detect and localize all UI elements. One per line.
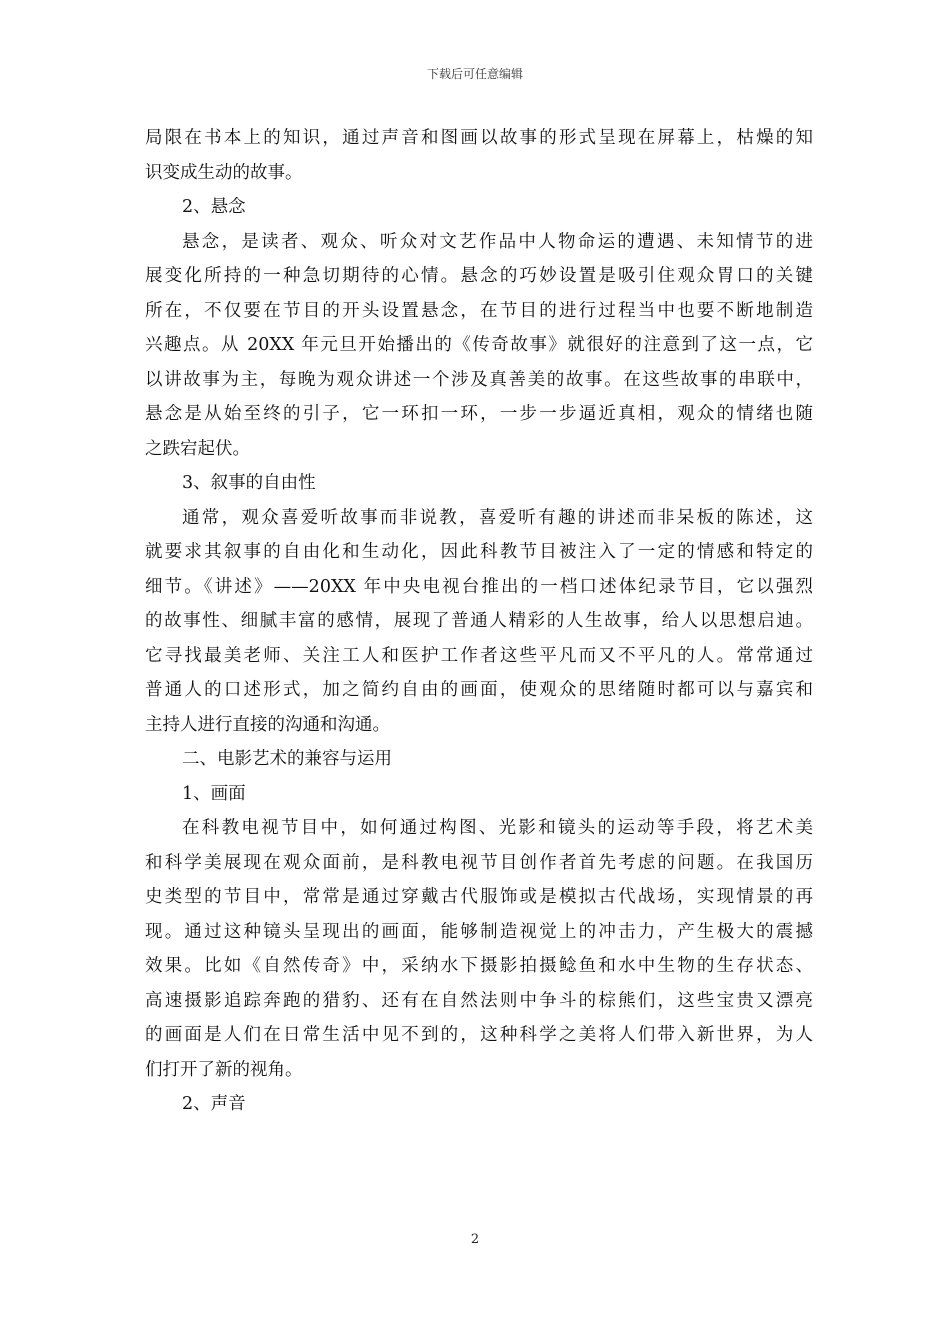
paragraph-line: 它寻找最美老师、关注工人和医护工作者这些平凡而又不平凡的人。常常通过 — [145, 645, 813, 666]
paragraph-line: 就要求其叙事的自由化和生动化，因此科教节目被注入了一定的情感和特定的 — [145, 542, 813, 562]
paragraph-line: 局限在书本上的知识，通过声音和图画以故事的形式呈现在屏幕上，枯燥的知 — [145, 128, 813, 148]
paragraph-line: 普通人的口述形式，加之简约自由的画面，使观众的思绪随时都可以与嘉宾和 — [145, 680, 813, 700]
paragraph-line: 效果。比如《自然传奇》中，采纳水下摄影拍摄鲶鱼和水中生物的生存状态、 — [145, 956, 813, 976]
paragraph-line: 悬念是从始至终的引子，它一环扣一环，一步一步逼近真相，观众的情绪也随 — [145, 404, 813, 424]
section-heading-narrative: 3、叙事的自由性 — [182, 473, 316, 493]
section-heading-sound: 2、声音 — [182, 1094, 246, 1114]
chapter-heading-film-art: 二、电影艺术的兼容与运用 — [182, 749, 392, 769]
paragraph-line: 高速摄影追踪奔跑的猎豹、还有在自然法则中争斗的棕熊们，这些宝贵又漂亮 — [145, 990, 813, 1011]
paragraph-line: 悬念，是读者、观众、听众对文艺作品中人物命运的遭遇、未知情节的进 — [182, 231, 813, 252]
paragraph-line: 主持人进行直接的沟通和沟通。 — [145, 714, 390, 735]
paragraph-line: 的画面是人们在日常生活中见不到的，这种科学之美将人们带入新世界，为人 — [145, 1025, 813, 1045]
paragraph-line: 所在，不仅要在节目的开头设置悬念，在节目的进行过程当中也要不断地制造 — [145, 300, 813, 321]
section-heading-picture: 1、画面 — [182, 783, 246, 804]
document-body — [145, 121, 813, 1122]
paragraph-line: 展变化所持的一种急切期待的心情。悬念的巧妙设置是吸引住观众胃口的关键 — [145, 266, 813, 286]
paragraph-line: 识变成生动的故事。 — [145, 162, 303, 183]
paragraph-line: 通常，观众喜爱听故事而非说教，喜爱听有趣的讲述而非呆板的陈述，这 — [182, 507, 813, 528]
paragraph-line: 们打开了新的视角。 — [145, 1059, 303, 1080]
paragraph-line: 现。通过这种镜头呈现出的画面，能够制造视觉上的冲击力，产生极大的震撼 — [145, 921, 813, 942]
paragraph-line: 在科教电视节目中，如何通过构图、光影和镜头的运动等手段，将艺术美 — [182, 818, 813, 838]
paragraph-line: 和科学美展现在观众面前，是科教电视节目创作者首先考虑的问题。在我国历 — [145, 852, 813, 873]
page-number: 2 — [470, 1232, 480, 1247]
paragraph-line: 的故事性、细腻丰富的感情，展现了普通人精彩的人生故事，给人以思想启迪。 — [145, 611, 813, 631]
paragraph-line: 史类型的节目中，常常是通过穿戴古代服饰或是模拟古代战场，实现情景的再 — [145, 887, 813, 907]
paragraph-line: 细节。《讲述》——20XX 年中央电视台推出的一档口述体纪录节目，它以强烈 — [145, 576, 813, 597]
paragraph-line: 之跌宕起伏。 — [145, 438, 250, 459]
section-heading-suspense: 2、悬念 — [182, 197, 246, 217]
paragraph-line: 以讲故事为主，每晚为观众讲述一个涉及真善美的故事。在这些故事的串联中， — [145, 369, 813, 390]
page-header-note: 下载后可任意编辑 — [426, 67, 523, 81]
paragraph-line: 兴趣点。从 20XX 年元旦开始播出的《传奇故事》就很好的注意到了这一点，它 — [145, 335, 813, 355]
